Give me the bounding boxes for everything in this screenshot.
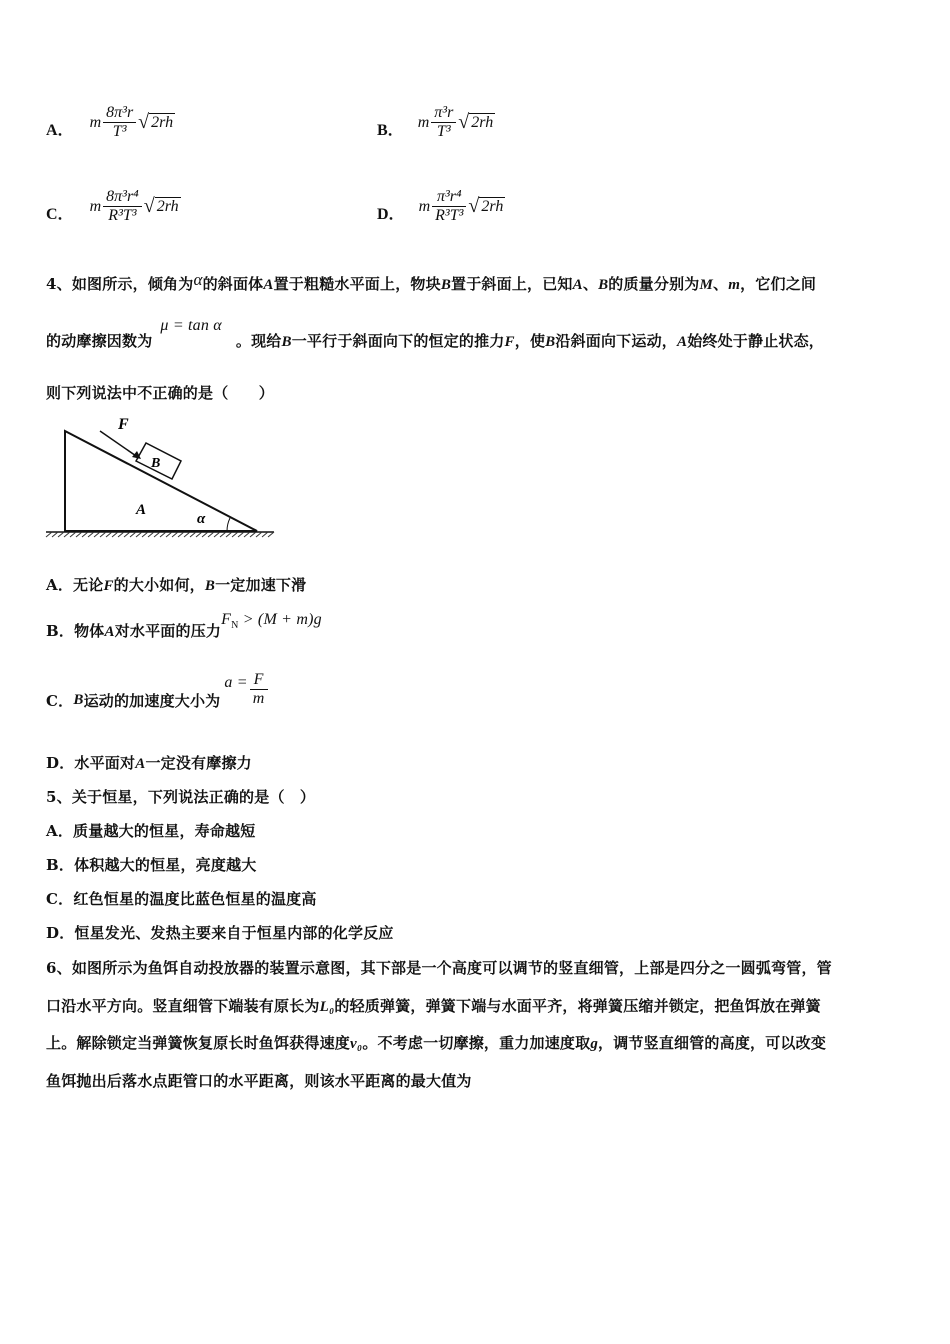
fraction bbox=[103, 188, 142, 225]
inequality: > (M + m)g bbox=[238, 611, 322, 628]
var-m: m bbox=[728, 277, 741, 293]
option-label: D． bbox=[377, 206, 405, 223]
var-b: B bbox=[545, 334, 556, 350]
text: 的大小如何， bbox=[113, 576, 205, 594]
incline-figure bbox=[44, 412, 280, 542]
var-a: A bbox=[135, 756, 146, 772]
text: 的动摩擦因数为 bbox=[46, 332, 153, 350]
text: 运动的加速度大小为 bbox=[83, 692, 221, 710]
var-b: B bbox=[73, 692, 84, 708]
text: 沿斜面向下运动， bbox=[555, 332, 677, 350]
q4-stem-line1 bbox=[46, 270, 816, 294]
text: 口沿水平方向。竖直细管下端装有原长为 bbox=[46, 997, 320, 1015]
accel-symbol: a = bbox=[224, 673, 248, 691]
square-root: √ 2rh bbox=[138, 111, 174, 133]
incline-triangle bbox=[65, 431, 257, 531]
q5-option-a: A．质量越大的恒星，寿命越短 bbox=[46, 822, 256, 840]
force-symbol: F bbox=[221, 611, 232, 628]
radicand: 2rh bbox=[151, 113, 174, 131]
mass-symbol: m bbox=[417, 113, 430, 131]
text: 置于粗糙水平面上，物块 bbox=[273, 275, 441, 293]
var-a: A bbox=[263, 277, 274, 293]
text: 的轻质弹簧，弹簧下端与水面平齐，将弹簧压缩并锁定，把鱼饵放在弹簧 bbox=[334, 997, 821, 1015]
pressure-expression bbox=[221, 611, 322, 632]
text: ，使 bbox=[514, 332, 546, 350]
var-f: F bbox=[504, 334, 515, 350]
denominator: m bbox=[252, 690, 265, 707]
option-label: B． bbox=[377, 122, 404, 139]
label-alpha: α bbox=[197, 511, 206, 527]
q4-option-d bbox=[46, 752, 252, 773]
alpha-symbol: α bbox=[193, 270, 203, 289]
q3-option-b bbox=[377, 104, 495, 141]
mass-symbol: m bbox=[89, 197, 102, 215]
denominator: R³T³ bbox=[435, 207, 464, 224]
mu-expression: μ = tan α bbox=[160, 317, 222, 334]
text: 一定加速下滑 bbox=[215, 576, 307, 594]
q5-option-c: C．红色恒星的温度比蓝色恒星的温度高 bbox=[46, 890, 317, 908]
var-b: B bbox=[204, 578, 216, 594]
var-m-upper: M bbox=[699, 277, 714, 293]
text: 的斜面体 bbox=[202, 275, 264, 293]
q4-stem-line2 bbox=[46, 316, 824, 351]
var-a: A bbox=[676, 334, 688, 350]
q6-line2 bbox=[46, 995, 821, 1016]
numerator: 8π³r⁴ bbox=[103, 188, 142, 207]
force-arrow bbox=[100, 431, 139, 458]
numerator: π³r bbox=[431, 104, 456, 123]
label-b: B bbox=[151, 456, 161, 471]
fraction bbox=[432, 188, 466, 225]
numerator: 8π³r bbox=[103, 104, 136, 123]
radicand: 2rh bbox=[471, 113, 494, 131]
text: D．水平面对 bbox=[46, 754, 136, 772]
text: 一定没有摩擦力 bbox=[145, 754, 252, 772]
text: 始终处于静止状态， bbox=[687, 332, 825, 350]
denominator: T³ bbox=[436, 123, 451, 140]
q6-line4: 鱼饵抛出后落水点距管口的水平距离，则该水平距离的最大值为 bbox=[46, 1072, 472, 1090]
label-f: F bbox=[118, 416, 129, 433]
text: 。现给 bbox=[235, 332, 282, 350]
fraction bbox=[250, 671, 268, 708]
text: A．无论 bbox=[46, 576, 104, 594]
q6-line3 bbox=[46, 1032, 826, 1053]
angle-arc bbox=[227, 518, 230, 531]
var-l0: L₀ bbox=[319, 999, 335, 1015]
option-label: A． bbox=[46, 122, 74, 139]
var-g: g bbox=[590, 1036, 599, 1052]
q5-option-b: B．体积越大的恒星，亮度越大 bbox=[46, 856, 257, 874]
var-a: A bbox=[104, 624, 115, 640]
numerator: F bbox=[250, 671, 268, 690]
q6-line1: 6、如图所示为鱼饵自动投放器的装置示意图，其下部是一个高度可以调节的竖直细管，上部是四分之一圆弧弯管，管 bbox=[46, 959, 832, 977]
var-v0: v₀ bbox=[350, 1036, 363, 1052]
q3-option-c bbox=[46, 188, 181, 225]
label-a: A bbox=[136, 502, 147, 518]
text: 。不考虑一切摩擦，重力加速度取 bbox=[362, 1034, 591, 1052]
q5-option-d: D．恒星发光、发热主要来自于恒星内部的化学反应 bbox=[46, 924, 394, 942]
var-b: B bbox=[281, 334, 292, 350]
q3-option-a bbox=[46, 104, 175, 141]
text: ，它们之间 bbox=[740, 275, 817, 293]
text: 的质量分别为 bbox=[608, 275, 700, 293]
fraction bbox=[431, 104, 456, 141]
q3-option-d bbox=[377, 188, 505, 225]
option-label: C． bbox=[46, 206, 74, 223]
text: 置于斜面上，已知 bbox=[451, 275, 573, 293]
radicand: 2rh bbox=[481, 197, 504, 215]
text: 、 bbox=[713, 275, 729, 293]
text: 上。解除锁定当弹簧恢复原长时鱼饵获得速度 bbox=[46, 1034, 351, 1052]
var-b: B bbox=[440, 277, 452, 293]
var-f: F bbox=[103, 578, 114, 594]
square-root: √ 2rh bbox=[143, 195, 179, 217]
denominator: R³T³ bbox=[108, 207, 137, 224]
text: B．物体 bbox=[46, 622, 105, 640]
subscript-n: N bbox=[231, 620, 239, 632]
square-root: √ 2rh bbox=[468, 195, 504, 217]
var-a: A bbox=[572, 277, 583, 293]
text: 对水平面的压力 bbox=[114, 622, 222, 640]
q4-stem-line3: 则下列说法中不正确的是（ ） bbox=[46, 384, 275, 402]
square-root: √ 2rh bbox=[458, 111, 494, 133]
mass-symbol: m bbox=[89, 113, 102, 131]
text: 一平行于斜面向下的恒定的推力 bbox=[291, 332, 505, 350]
denominator: T³ bbox=[112, 123, 127, 140]
mass-symbol: m bbox=[418, 197, 431, 215]
q4-option-c bbox=[46, 668, 270, 711]
text: C． bbox=[46, 692, 74, 710]
q5-stem: 5、关于恒星，下列说法正确的是（ ） bbox=[46, 788, 316, 806]
q4-option-a bbox=[46, 574, 306, 595]
text: 、 bbox=[582, 275, 599, 293]
q4-option-b bbox=[46, 610, 322, 641]
text: ，调节竖直细管的高度，可以改变 bbox=[598, 1034, 827, 1052]
numerator: π³r⁴ bbox=[432, 188, 466, 207]
radicand: 2rh bbox=[156, 197, 179, 215]
text: 4、如图所示，倾角为 bbox=[46, 275, 194, 293]
var-b: B bbox=[598, 277, 609, 293]
fraction bbox=[103, 104, 136, 141]
